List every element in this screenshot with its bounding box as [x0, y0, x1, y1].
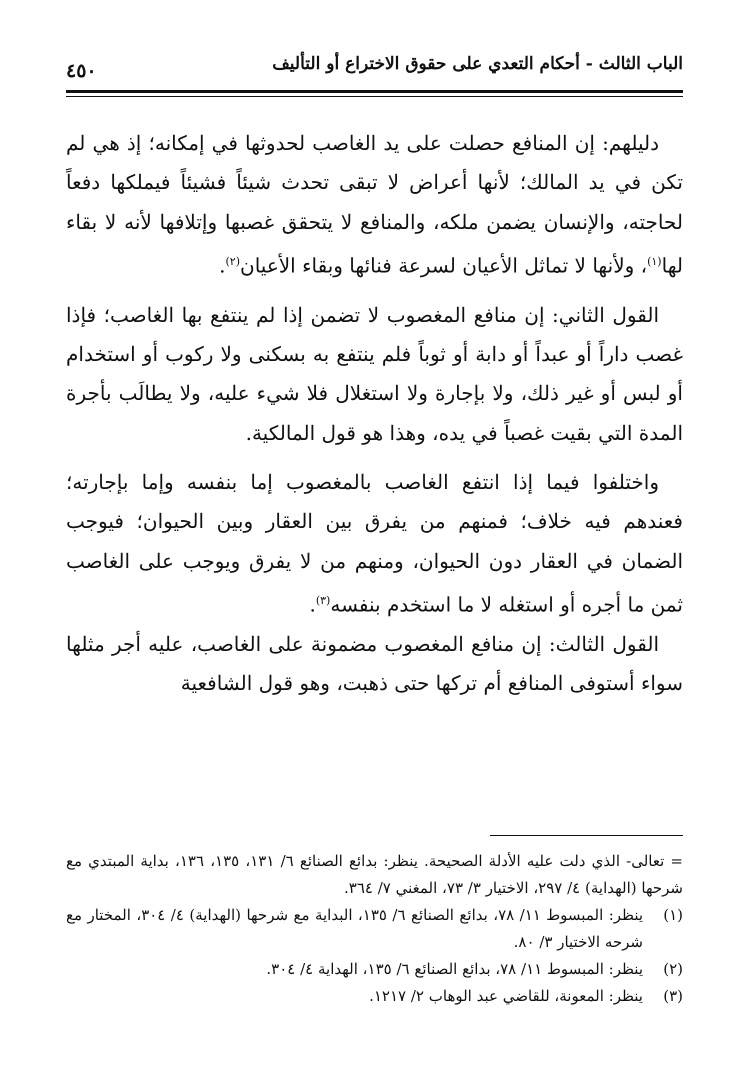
footnote-item: (٣) ينظر: المعونة، للقاضي عبد الوهاب ٢/ ١٢١٧. [369, 987, 683, 1005]
paragraph-second-opinion: القول الثاني: إن منافع المغصوب لا تضمن إذا لم ينتفع بها الغاصب؛ فإذا غصب داراً أو عبداً أو دابة أو ثوباً فلم ينتفع به بسكنى ولا ركوب أو استخدام أو لبس أو غير ذلك، ولا بإجارة ولا استغلال فلا شيء عليه، ولا يطالَب بأجرة المدة التي بقيت غصباً في يده، وهذا هو قول المالكية. [66, 302, 683, 445]
footnote-item: (٢) ينظر: المبسوط ١١/ ٧٨، بدائع الصنائع ٦/ ١٣٥، الهداية ٤/ ٣٠٤. [266, 960, 683, 978]
running-header [66, 52, 683, 92]
footnote-item: (١) ينظر: المبسوط ١١/ ٧٨، بدائع الصنائع ٦/ ١٣٥، البداية مع شرحها (الهداية) ٤/ ٣٠٤، المختار مع شرحه الاختيار ٣/ ٨٠. [66, 906, 683, 951]
paragraph-evidence: دليلهم: إن المنافع حصلت على يد الغاصب لحدوثها في إمكانه؛ إذ هي لم تكن في يد المالك؛ لأنها أعراض لا تبقى تحدث شيئاً فشيئاً فيملكها دفعاً لحاجته، والإنسان يضمن ملكه، والمنافع لا يتحقق غصبها وإتلافها لأنه لا بقاء لها$^{(١)}$، ولأنها لا تماثل الأعيان لسرعة فنائها وبقاء الأعيان$^{(٢)}$. [66, 131, 683, 278]
main-text [66, 124, 683, 703]
footnote-separator [490, 835, 683, 836]
paragraph-third-opinion: القول الثالث: إن منافع المغصوب مضمونة على الغاصب، عليه أجر مثلها سواء أستوفى المنافع أم تركها حتى ذهبت، وهو قول الشافعية [66, 631, 683, 696]
header-rule-thin [66, 96, 683, 97]
header-rule-thick [66, 90, 683, 93]
chapter-title: الباب الثالث - أحكام التعدي على حقوق الاختراع أو التأليف [272, 54, 683, 74]
paragraph-disagreement: واختلفوا فيما إذا انتفع الغاصب بالمغصوب إما بنفسه وإما بإجارته؛ فعندهم فيه خلاف؛ فمنهم من يفرق بين العقار وبين الحيوان؛ فيوجب الضمان في العقار دون الحيوان، ومنهم من لا يفرق ويوجب على الغاصب ثمن ما أجره أو استغله لا ما استخدم بنفسه$^{(٣)}$. [66, 470, 683, 617]
footnote-ref-3: (٣) [315, 593, 331, 607]
footnote-continuation: = تعالى- الذي دلت عليه الأدلة الصحيحة. ينظر: بدائع الصنائع ٦/ ١٣١، ١٣٥، ١٣٦، بداية المبتدي مع شرحها (الهداية) ٤/ ٢٩٧، الاختيار ٣/ ٧٣، المغني ٧/ ٣٦٤. [66, 852, 684, 897]
footnote-ref-1: (١) [647, 254, 662, 268]
page-number: ٤٥٠ [66, 60, 97, 82]
footnotes [66, 848, 683, 1010]
footnote-ref-2: (٢) [225, 254, 241, 268]
